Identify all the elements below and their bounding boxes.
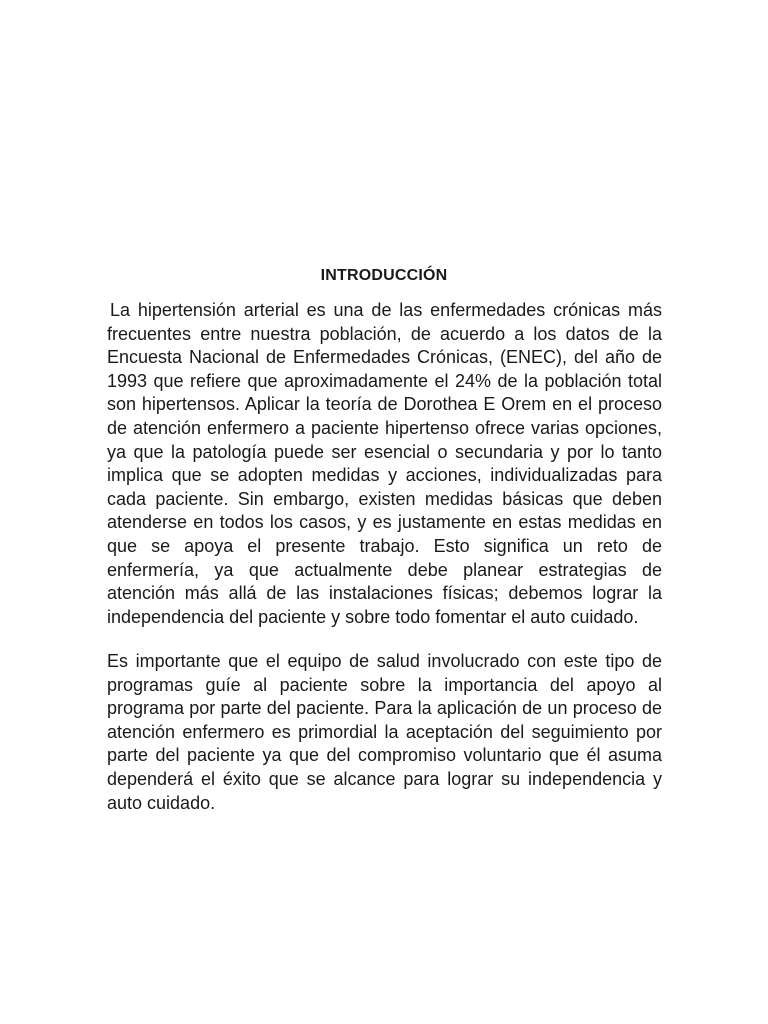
page-title: INTRODUCCIÓN <box>320 267 448 284</box>
paragraph-2: Es importante que el equipo de salud involucrado con este tipo de programas guíe al paciente sobre la importancia del apoyo al programa por parte del paciente. Para la aplicación de un proceso de atención enfermero es primordial la aceptación del seguimiento por parte del paciente ya que del compromiso voluntario que él asuma dependerá el éxito que se alcance para lograr su independencia y auto cuidado. <box>107 651 662 813</box>
paragraph-1: La hipertensión arterial es una de las enfermedades crónicas más frecuentes entre nuestra población, de acuerdo a los datos de la Encuesta Nacional de Enfermedades Crónicas, (ENEC), del año de 1993 que refiere que aproximadamente el 24% de la población total son hipertensos. Aplicar la teoría de Dorothea E Orem en el proceso de atención enfermero a paciente hipertenso ofrece varias opciones, ya que la patología puede ser esencial o secundaria y por lo tanto implica que se adopten medidas y acciones, individualizadas para cada paciente. Sin embargo, existen medidas básicas que deben atenderse en todos los casos, y es justamente en estas medidas en que se apoya el presente trabajo. Esto significa un reto de enfermería, ya que actualmente debe planear estrategias de atención más allá de las instalaciones físicas; debemos lograr la independencia del paciente y sobre todo fomentar el auto cuidado. <box>107 300 662 627</box>
